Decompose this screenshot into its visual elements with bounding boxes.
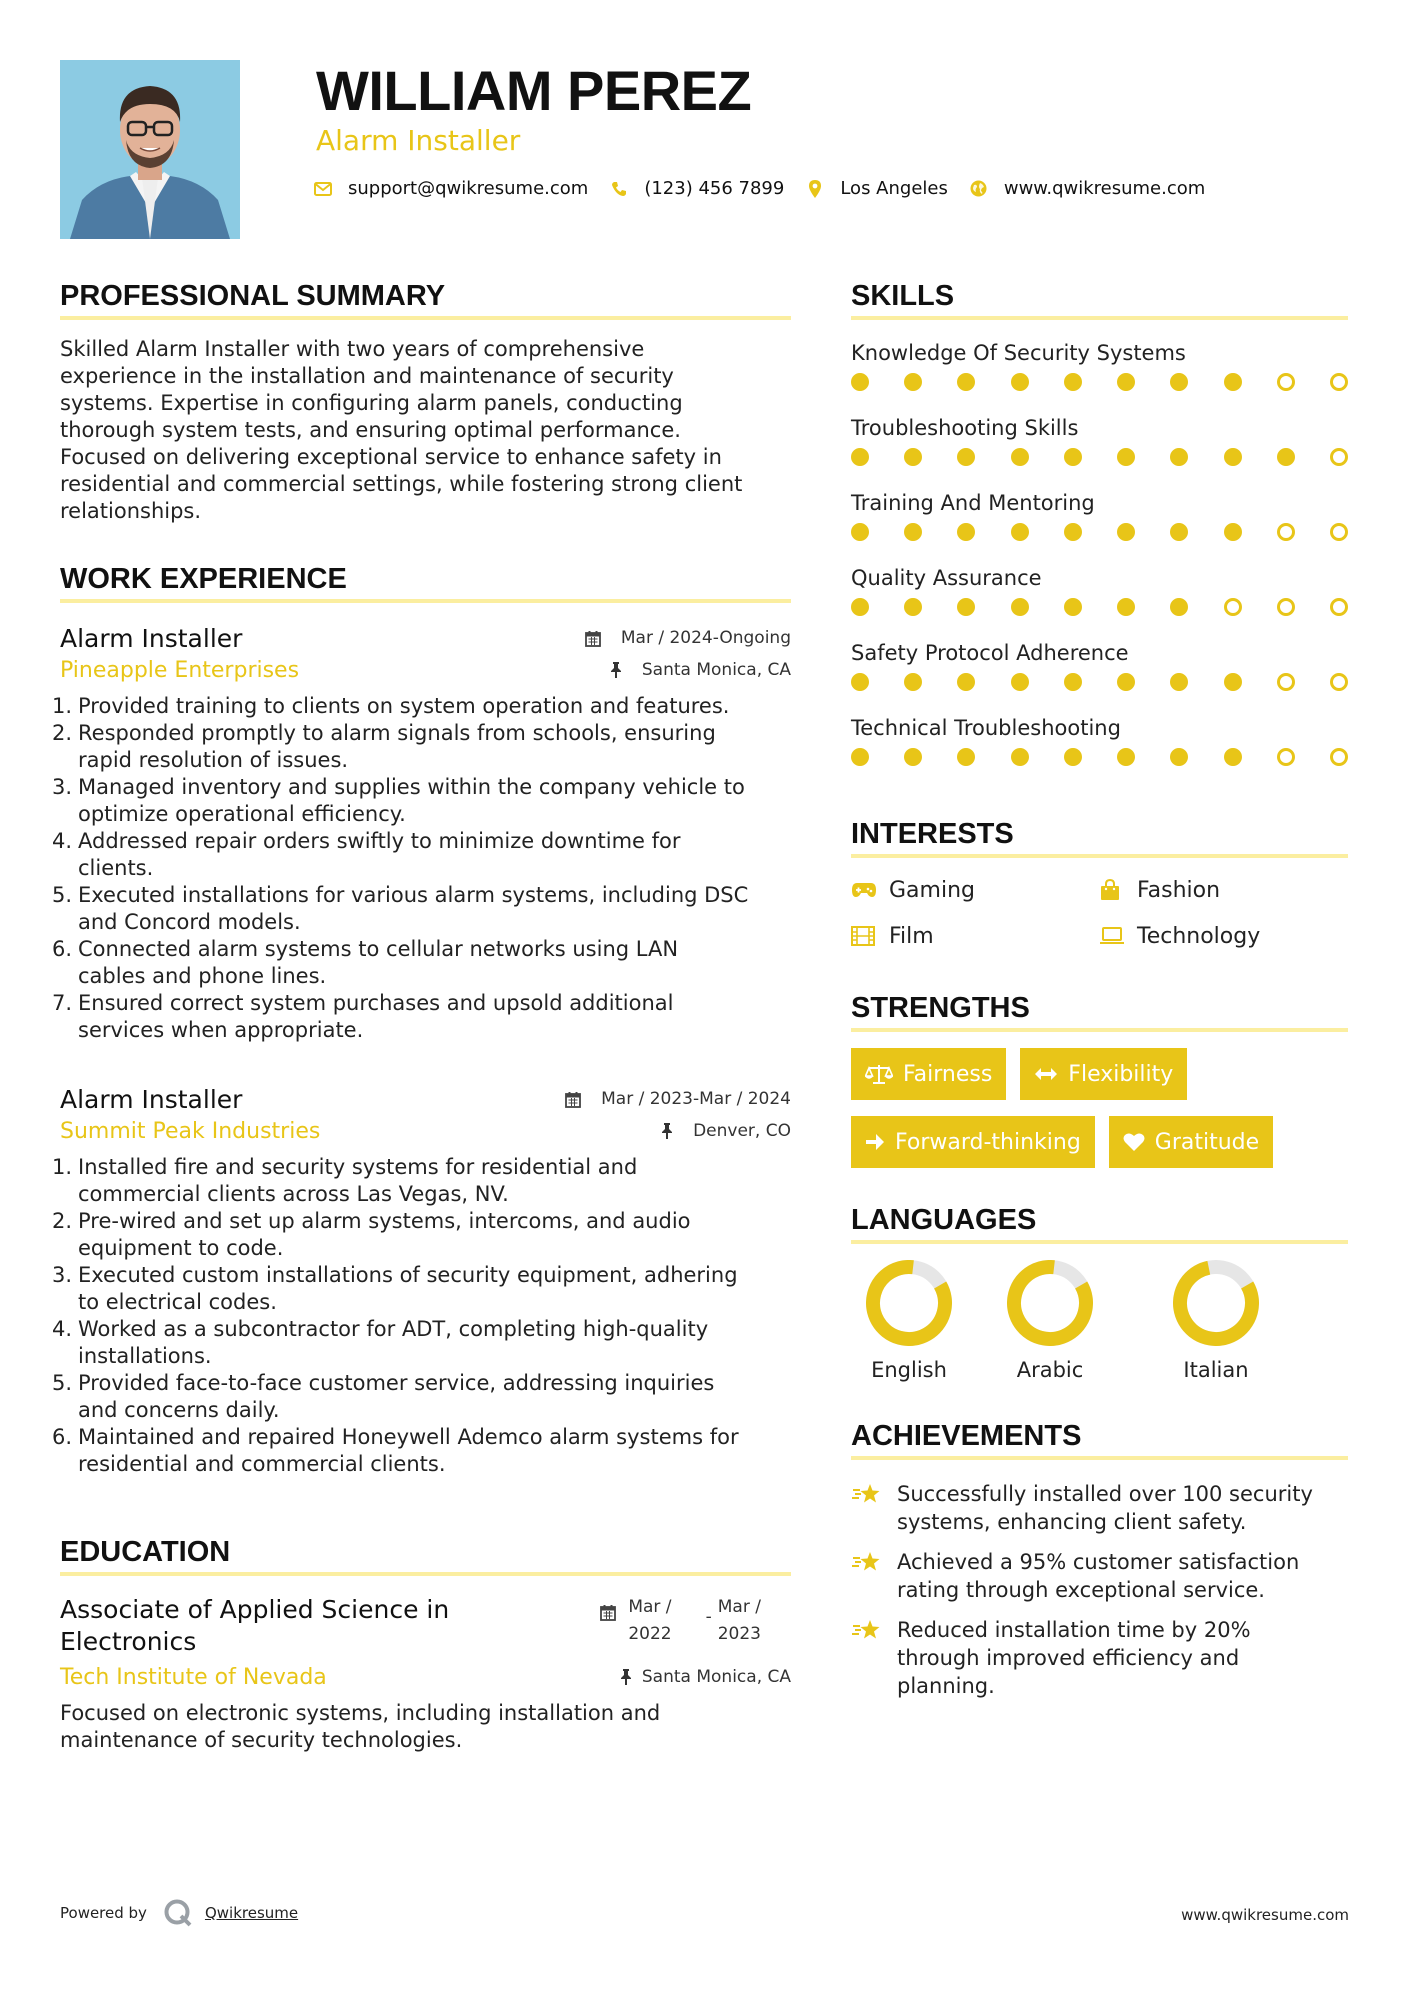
job-dates — [565, 1089, 791, 1109]
rating-dot-filled — [904, 373, 922, 391]
duty-line: Executed custom installations of security equipment, adhering — [78, 1263, 738, 1287]
summary-heading: PROFESSIONAL SUMMARY — [60, 278, 791, 320]
rating-dot-filled — [1170, 673, 1188, 691]
summary-text — [60, 336, 791, 525]
rating-dot-empty — [1330, 598, 1348, 616]
duty-line: and concerns daily. — [78, 1398, 280, 1422]
degree-line: Electronics — [60, 1627, 197, 1656]
duty-line: Managed inventory and supplies within the company vehicle to — [78, 775, 745, 799]
duty-line: Connected alarm systems to cellular networks using LAN — [78, 937, 679, 961]
calendar-icon — [600, 1604, 616, 1621]
rating-dot-filled — [851, 448, 869, 466]
skill-name: Safety Protocol Adherence — [851, 641, 1129, 665]
location-text: Los Angeles — [840, 178, 948, 199]
duty-number: 3. — [52, 775, 73, 799]
duty-line: to electrical codes. — [78, 1290, 277, 1314]
skill-item — [851, 563, 1348, 638]
interests-list — [851, 874, 1348, 952]
laptop-icon — [1099, 924, 1125, 948]
duty-item — [52, 1262, 791, 1316]
duty-text — [78, 1154, 637, 1208]
duty-line: commercial clients across Las Vegas, NV. — [78, 1182, 509, 1206]
job-entry — [52, 623, 791, 1044]
rating-dot-filled — [1224, 523, 1242, 541]
rating-dot-filled — [957, 748, 975, 766]
interest-label: Film — [889, 923, 934, 949]
strength-badge — [1020, 1048, 1187, 1100]
profile-photo — [60, 60, 240, 239]
skill-item — [851, 413, 1348, 488]
rating-dot-filled — [957, 598, 975, 616]
degree-line: Associate of Applied Science in — [60, 1595, 450, 1624]
interest-label: Technology — [1137, 923, 1261, 949]
rating-dot-filled — [851, 673, 869, 691]
duty-line: Worked as a subcontractor for ADT, completing high-quality — [78, 1317, 709, 1341]
duty-list — [52, 1154, 791, 1478]
interest-label: Gaming — [889, 877, 975, 903]
rating-dot-empty — [1330, 673, 1348, 691]
right-column — [851, 278, 1348, 1712]
phone-text: (123) 456 7899 — [644, 178, 785, 199]
skill-item — [851, 638, 1348, 713]
education-desc-line: maintenance of security technologies. — [60, 1728, 463, 1752]
education-location — [620, 1667, 791, 1687]
duty-text — [78, 774, 745, 828]
achievement-line: Achieved a 95% customer satisfaction — [897, 1550, 1300, 1574]
strength-badge — [851, 1116, 1095, 1168]
star-icon — [851, 1480, 883, 1536]
duty-text — [78, 693, 729, 720]
job-dates-text: Mar / 2024-Ongoing — [620, 628, 791, 648]
star-icon — [851, 1548, 883, 1604]
rating-dot-empty — [1277, 373, 1295, 391]
skill-name: Quality Assurance — [851, 566, 1042, 590]
achievement-line: Successfully installed over 100 security — [897, 1482, 1313, 1506]
duty-line: Pre-wired and set up alarm systems, intercoms, and audio — [78, 1209, 691, 1233]
duty-item — [52, 882, 791, 936]
achievements-list — [851, 1480, 1348, 1700]
duty-line: residential and commercial clients. — [78, 1452, 446, 1476]
duty-text — [78, 1208, 691, 1262]
duty-item — [52, 1208, 791, 1262]
person-portrait-icon — [60, 60, 240, 239]
rating-dot-empty — [1277, 673, 1295, 691]
pushpin-icon — [620, 1669, 632, 1685]
strength-label: Flexibility — [1068, 1061, 1174, 1087]
interest-item — [1099, 920, 1348, 952]
rating-dot-empty — [1330, 373, 1348, 391]
duty-number: 3. — [52, 1263, 73, 1287]
calendar-icon — [565, 1091, 591, 1108]
footer-website[interactable]: www.qwikresume.com — [1181, 1906, 1349, 1924]
rating-dot-filled — [1117, 448, 1135, 466]
achievement-line: planning. — [897, 1674, 995, 1698]
rating-dot-filled — [1117, 523, 1135, 541]
duty-item — [52, 1370, 791, 1424]
rating-dot-filled — [904, 748, 922, 766]
contact-phone[interactable] — [610, 178, 784, 199]
footer-powered-by — [60, 1898, 298, 1928]
rating-dot-filled — [1170, 373, 1188, 391]
rating-dot-filled — [1011, 373, 1029, 391]
achievement-text — [897, 1480, 1313, 1536]
duty-number: 2. — [52, 721, 73, 745]
duty-number: 6. — [52, 937, 73, 961]
duty-list — [52, 693, 791, 1044]
interests-heading: INTERESTS — [851, 816, 1348, 858]
rating-dot-filled — [1170, 748, 1188, 766]
rating-dot-empty — [1330, 748, 1348, 766]
phone-icon — [610, 180, 628, 198]
education-end-year: 2023 — [717, 1624, 761, 1644]
rating-dot-filled — [1170, 523, 1188, 541]
rating-dot-empty — [1277, 523, 1295, 541]
duty-line: optimize operational efficiency. — [78, 802, 406, 826]
job-subheader — [60, 653, 791, 687]
rating-dot-filled — [957, 523, 975, 541]
balance-scale-icon — [865, 1063, 893, 1085]
strength-badge — [851, 1048, 1006, 1100]
strength-label: Gratitude — [1154, 1129, 1260, 1155]
education-end — [718, 1594, 761, 1648]
education-heading: EDUCATION — [60, 1534, 791, 1576]
rating-dot-filled — [1064, 373, 1082, 391]
education-start-month: Mar / — [628, 1597, 672, 1617]
pushpin-icon — [661, 1123, 683, 1139]
skill-rating — [851, 668, 1348, 713]
date-dash: - — [705, 1607, 712, 1627]
summary-line: Skilled Alarm Installer with two years of comprehensive — [60, 337, 645, 361]
strength-badge — [1109, 1116, 1273, 1168]
duty-item — [52, 1316, 791, 1370]
contact-location — [806, 178, 948, 199]
website-text: www.qwikresume.com — [1003, 178, 1206, 199]
job-location-text: Santa Monica, CA — [641, 660, 791, 680]
duty-line: Maintained and repaired Honeywell Ademco alarm systems for — [78, 1425, 739, 1449]
education-end-month: Mar / — [717, 1597, 761, 1617]
duty-text — [78, 1262, 738, 1316]
rating-dot-filled — [1277, 448, 1295, 466]
job-dates-text: Mar / 2023-Mar / 2024 — [601, 1089, 791, 1109]
rating-dot-filled — [1011, 748, 1029, 766]
company-name: Summit Peak Industries — [60, 1118, 321, 1144]
job-list — [52, 623, 791, 1478]
rating-dot-filled — [957, 448, 975, 466]
rating-dot-filled — [1224, 448, 1242, 466]
skill-rating — [851, 368, 1348, 413]
rating-dot-empty — [1330, 448, 1348, 466]
email-text: support@qwikresume.com — [348, 178, 589, 199]
qwikresume-link[interactable]: Qwikresume — [204, 1904, 299, 1922]
rating-dot-filled — [1064, 598, 1082, 616]
skill-item — [851, 488, 1348, 563]
education-location-text: Santa Monica, CA — [641, 1667, 791, 1687]
rating-dot-filled — [851, 598, 869, 616]
rating-dot-empty — [1277, 748, 1295, 766]
arrow-right-icon — [865, 1133, 885, 1151]
contact-website[interactable] — [970, 178, 1205, 199]
rating-dot-filled — [1011, 523, 1029, 541]
education-start — [628, 1594, 671, 1648]
pushpin-icon — [610, 662, 632, 678]
achievement-item — [851, 1480, 1348, 1536]
duty-item — [52, 1154, 791, 1208]
languages-heading: LANGUAGES — [851, 1202, 1348, 1244]
rating-dot-filled — [904, 448, 922, 466]
duty-line: Ensured correct system purchases and upsold additional — [78, 991, 674, 1015]
experience-heading: WORK EXPERIENCE — [60, 561, 791, 603]
summary-line: systems. Expertise in configuring alarm panels, conducting — [60, 391, 683, 415]
achievement-line: Reduced installation time by 20% — [897, 1618, 1251, 1642]
job-title: Alarm Installer — [60, 1084, 243, 1114]
rating-dot-filled — [1011, 598, 1029, 616]
job-entry — [52, 1084, 791, 1478]
rating-dot-filled — [904, 673, 922, 691]
duty-line: Provided face-to-face customer service, addressing inquiries — [78, 1371, 715, 1395]
skill-item — [851, 713, 1348, 788]
rating-dot-filled — [957, 673, 975, 691]
job-header — [60, 1084, 791, 1114]
rating-dot-filled — [1064, 673, 1082, 691]
map-marker-icon — [806, 180, 824, 198]
skills-heading: SKILLS — [851, 278, 1348, 320]
language-label: Italian — [1183, 1358, 1249, 1382]
rating-dot-empty — [1330, 523, 1348, 541]
interest-label: Fashion — [1137, 877, 1221, 903]
duty-item — [52, 828, 791, 882]
calendar-icon — [585, 630, 611, 647]
skill-name: Technical Troubleshooting — [851, 716, 1121, 740]
qwikresume-logo-icon — [163, 1898, 193, 1928]
rating-dot-empty — [1277, 598, 1295, 616]
language-label: Arabic — [1016, 1358, 1084, 1382]
duty-line: and Concord models. — [78, 910, 301, 934]
education-entry — [60, 1594, 791, 1754]
skill-rating — [851, 518, 1348, 563]
skill-name: Knowledge Of Security Systems — [851, 341, 1186, 365]
languages-list — [851, 1260, 1348, 1382]
duty-item — [52, 720, 791, 774]
gamepad-icon — [851, 878, 877, 902]
summary-line: residential and commercial settings, while fostering strong client — [60, 472, 743, 496]
rating-dot-filled — [1117, 748, 1135, 766]
language-item — [967, 1260, 1133, 1382]
degree-title — [60, 1594, 510, 1658]
duty-line: Executed installations for various alarm systems, including DSC — [78, 883, 749, 907]
duty-line: Addressed repair orders swiftly to minimize downtime for — [78, 829, 681, 853]
job-header — [60, 623, 791, 653]
achievement-line: rating through exceptional service. — [897, 1578, 1265, 1602]
language-donut — [866, 1260, 952, 1346]
powered-by-text: Powered by — [60, 1904, 147, 1922]
rating-dot-filled — [851, 748, 869, 766]
summary-line: thorough system tests, and ensuring optimal performance. — [60, 418, 681, 442]
skill-rating — [851, 593, 1348, 638]
duty-number: 5. — [52, 883, 73, 907]
job-title: Alarm Installer — [60, 623, 243, 653]
film-icon — [851, 924, 877, 948]
heart-icon — [1123, 1132, 1145, 1152]
left-column — [52, 278, 791, 1754]
duty-item — [52, 1424, 791, 1478]
rating-dot-filled — [1224, 373, 1242, 391]
duty-number: 2. — [52, 1209, 73, 1233]
job-location — [661, 1121, 791, 1141]
rating-dot-filled — [1064, 523, 1082, 541]
achievement-item — [851, 1616, 1348, 1700]
skill-name: Training And Mentoring — [851, 491, 1095, 515]
rating-dot-filled — [1170, 598, 1188, 616]
duty-line: cables and phone lines. — [78, 964, 327, 988]
duty-number: 5. — [52, 1371, 73, 1395]
skill-rating — [851, 443, 1348, 488]
duty-text — [78, 720, 716, 774]
job-location — [610, 660, 791, 680]
shopping-bag-icon — [1099, 878, 1125, 902]
achievement-line: through improved efficiency and — [897, 1646, 1240, 1670]
candidate-name: WILLIAM PEREZ — [316, 59, 752, 122]
skill-name: Troubleshooting Skills — [851, 416, 1079, 440]
duty-text — [78, 1370, 714, 1424]
interest-item — [851, 920, 1099, 952]
achievements-heading: ACHIEVEMENTS — [851, 1418, 1348, 1460]
duty-item — [52, 774, 791, 828]
rating-dot-filled — [851, 523, 869, 541]
contact-bar — [314, 178, 1227, 199]
globe-icon — [970, 180, 988, 198]
duty-text — [78, 936, 678, 990]
achievement-line: systems, enhancing client safety. — [897, 1510, 1247, 1534]
duty-text — [78, 990, 674, 1044]
duty-line: installations. — [78, 1344, 212, 1368]
duty-line: equipment to code. — [78, 1236, 284, 1260]
duty-text — [78, 1424, 739, 1478]
education-sub — [60, 1660, 791, 1694]
rating-dot-filled — [1117, 598, 1135, 616]
rating-dot-filled — [1170, 448, 1188, 466]
achievement-text — [897, 1616, 1251, 1700]
duty-line: Provided training to clients on system operation and features. — [78, 694, 730, 718]
duty-number: 6. — [52, 1425, 73, 1449]
skill-item — [851, 338, 1348, 413]
education-dates — [600, 1594, 761, 1648]
job-subheader — [60, 1114, 791, 1148]
envelope-icon — [314, 180, 332, 198]
strength-label: Fairness — [903, 1061, 993, 1087]
duty-number: 4. — [52, 1317, 73, 1341]
contact-email[interactable] — [314, 178, 588, 199]
duty-number: 4. — [52, 829, 73, 853]
rating-dot-filled — [1011, 448, 1029, 466]
candidate-title: Alarm Installer — [316, 124, 521, 157]
duty-line: services when appropriate. — [78, 1018, 364, 1042]
rating-dot-empty — [1224, 598, 1242, 616]
rating-dot-filled — [1224, 748, 1242, 766]
strength-label: Forward-thinking — [895, 1129, 1081, 1155]
education-desc-line: Focused on electronic systems, including installation and — [60, 1701, 661, 1725]
duty-number: 1. — [52, 694, 73, 718]
job-location-text: Denver, CO — [693, 1121, 791, 1141]
interest-item — [851, 874, 1099, 906]
rating-dot-filled — [1064, 748, 1082, 766]
duty-line: rapid resolution of issues. — [78, 748, 349, 772]
duty-item — [52, 693, 791, 720]
duty-number: 7. — [52, 991, 73, 1015]
achievement-item — [851, 1548, 1348, 1604]
rating-dot-filled — [1064, 448, 1082, 466]
summary-line: relationships. — [60, 499, 202, 523]
rating-dot-filled — [904, 598, 922, 616]
achievement-text — [897, 1548, 1299, 1604]
language-donut — [1007, 1260, 1093, 1346]
rating-dot-filled — [1117, 673, 1135, 691]
summary-line: experience in the installation and maintenance of security — [60, 364, 674, 388]
education-description — [60, 1700, 791, 1754]
job-dates — [585, 628, 791, 648]
language-item — [1133, 1260, 1299, 1382]
arrows-horizontal-icon — [1034, 1067, 1058, 1081]
language-label: English — [871, 1358, 947, 1382]
duty-line: clients. — [78, 856, 154, 880]
skills-list — [851, 338, 1348, 788]
duty-text — [78, 1316, 708, 1370]
rating-dot-filled — [1224, 673, 1242, 691]
skill-rating — [851, 743, 1348, 788]
duty-number: 1. — [52, 1155, 73, 1179]
duty-item — [52, 990, 791, 1044]
language-item — [851, 1260, 967, 1382]
duty-text — [78, 882, 748, 936]
duty-line: Installed fire and security systems for residential and — [78, 1155, 638, 1179]
education-start-year: 2022 — [628, 1624, 672, 1644]
star-icon — [851, 1616, 883, 1700]
strengths-list — [851, 1048, 1348, 1168]
summary-line: Focused on delivering exceptional service to enhance safety in — [60, 445, 722, 469]
duty-item — [52, 936, 791, 990]
company-name: Pineapple Enterprises — [60, 657, 300, 683]
language-donut — [1173, 1260, 1259, 1346]
school-name: Tech Institute of Nevada — [60, 1664, 327, 1690]
rating-dot-filled — [904, 523, 922, 541]
strengths-heading: STRENGTHS — [851, 990, 1348, 1032]
duty-line: Responded promptly to alarm signals from schools, ensuring — [78, 721, 716, 745]
rating-dot-filled — [851, 373, 869, 391]
rating-dot-filled — [957, 373, 975, 391]
interest-item — [1099, 874, 1348, 906]
rating-dot-filled — [1117, 373, 1135, 391]
duty-text — [78, 828, 681, 882]
rating-dot-filled — [1011, 673, 1029, 691]
